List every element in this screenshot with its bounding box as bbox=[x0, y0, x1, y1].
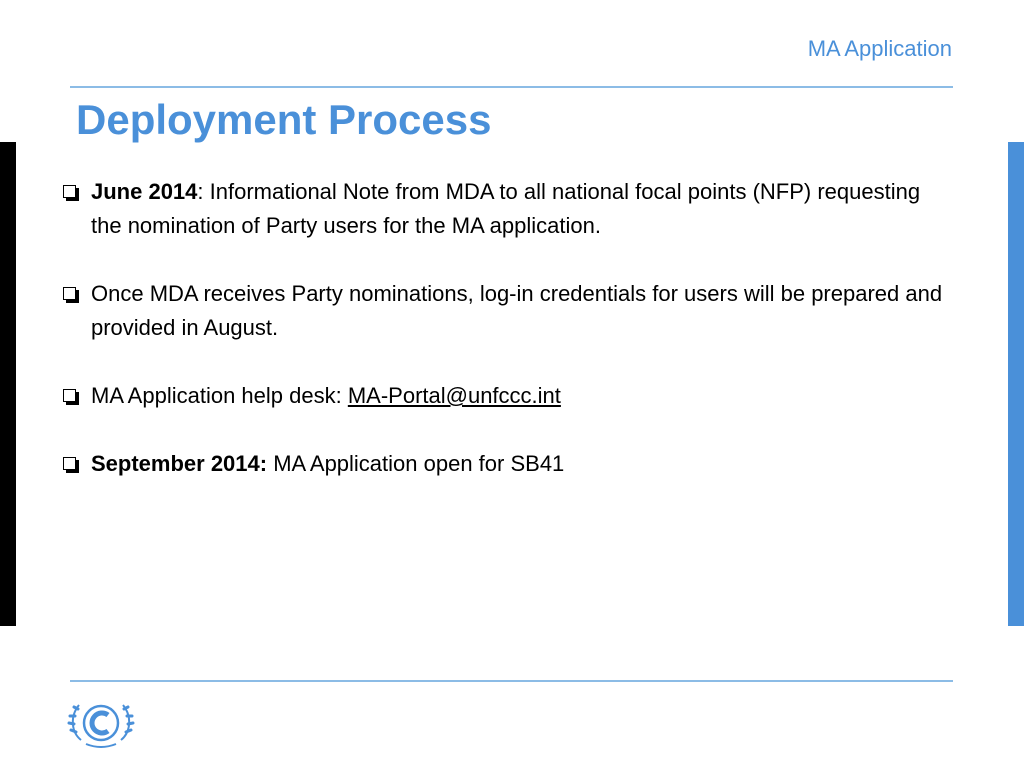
checkbox-bullet-icon bbox=[63, 457, 76, 470]
bullet-item-september bbox=[60, 447, 950, 481]
bottom-divider bbox=[70, 680, 953, 682]
right-side-bar bbox=[1008, 142, 1024, 626]
bullet-date: June 2014 bbox=[91, 179, 198, 204]
helpdesk-email-link[interactable]: MA-Portal@unfccc.int bbox=[347, 383, 561, 408]
left-side-bar bbox=[0, 142, 16, 626]
page-title: Deployment Process bbox=[76, 96, 492, 143]
bullet-item-helpdesk bbox=[60, 379, 950, 413]
bullet-date: September 2014: bbox=[91, 451, 268, 476]
bullet-text: MA Application help desk: bbox=[91, 383, 348, 408]
header-title: MA Application bbox=[807, 36, 952, 61]
checkbox-bullet-icon bbox=[63, 185, 76, 198]
checkbox-bullet-icon bbox=[63, 389, 76, 402]
bullet-text: : Informational Note from MDA to all national focal points (NFP) requesting the nomination of Party users for the MA application. bbox=[91, 179, 921, 238]
bullet-text: MA Application open for SB41 bbox=[267, 451, 565, 476]
bullet-list bbox=[60, 175, 950, 515]
bullet-text: Once MDA receives Party nominations, log-in credentials for users will be prepared and provided in August. bbox=[91, 281, 943, 340]
bullet-item-nominations bbox=[60, 277, 950, 345]
unfccc-logo-icon bbox=[66, 696, 136, 752]
top-divider bbox=[70, 86, 953, 88]
bullet-item-june bbox=[60, 175, 950, 243]
checkbox-bullet-icon bbox=[63, 287, 76, 300]
